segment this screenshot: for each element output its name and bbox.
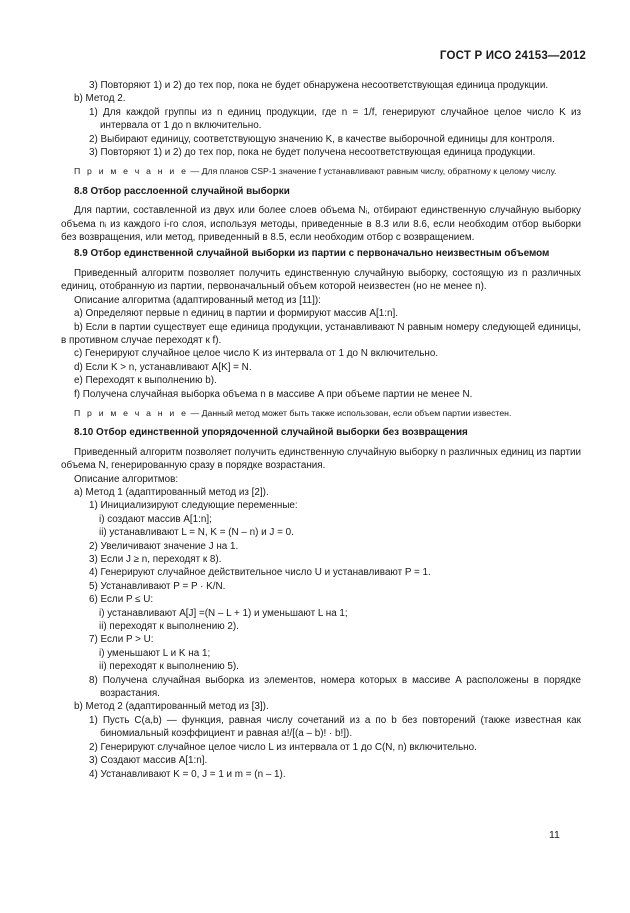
text-line: e) Переходят к выполнению b). <box>74 375 217 387</box>
paragraph: Приведенный алгоритм позволяет получить единственную случайную выборку n различных единиц из партии объема N, генерированную сразу в порядке возрастания. <box>61 446 581 472</box>
text-line: b) Если в партии существует еще единица продукции, устанавливают N равным номеру следующей единицы, в противном случае переходят к f). <box>61 321 581 346</box>
text-line: 2) Генерируют случайное целое число L из интервала от 1 до C(N, n) включительно. <box>89 741 477 753</box>
text-line: ii) переходят к выполнению 5). <box>99 661 239 673</box>
text-line: 3) Повторяют 1) и 2) до тех пор, пока не будет получена несоответствующая единица продукции. <box>89 147 536 159</box>
page-number: 11 <box>549 829 560 841</box>
text-line: b) Метод 2. <box>74 93 126 105</box>
text-line: a) Метод 1 (адаптированный метод из [2]). <box>74 486 269 498</box>
text-line: 6) Если P ≤ U: <box>89 594 154 606</box>
text-line: ii) переходят к выполнению 2). <box>99 621 239 633</box>
note-label: П р и м е ч а н и е <box>74 407 189 418</box>
text-line: 7) Если P > U: <box>89 634 154 646</box>
text-line: 1) Инициализируют следующие переменные: <box>89 500 298 512</box>
text-line: i) устанавливают A[J] =(N – L + 1) и уменьшают L на 1; <box>99 607 348 619</box>
text-line: 3) Повторяют 1) и 2) до тех пор, пока не будет обнаружена несоответствующая единица продукции. <box>89 80 549 91</box>
note <box>61 165 581 178</box>
text-line: 1) Пусть C(a,b) — функция, равная числу сочетаний из a по b без повторений (также известная как биномиальный коэффициент и равная a!/[(a – b)! · b!]). <box>89 714 581 740</box>
paragraph: Для партии, составленной из двух или более слоев объема Nᵢ, отбирают единственную случайную выборку объема nᵢ из каждого i-го слоя, используя методы, приведенные в 8.3 или 8.6, если необходим отбор выборки без возвращения, или метод, приведенный в 8.5, если необходим отбор с возвращением. <box>61 205 581 244</box>
text-line: b) Метод 2 (адаптированный метод из [3]). <box>74 701 269 713</box>
text-line: 4) Генерируют случайное действительное число U и устанавливают P = 1. <box>89 567 431 579</box>
text-line: a) Определяют первые n единиц в партии и формируют массив A[1:n]. <box>74 308 398 320</box>
text-line: d) Если K > n, устанавливают A[K] = N. <box>74 361 252 373</box>
text-line: 2) Увеличивают значение J на 1. <box>89 540 239 552</box>
text-line: 3) Если J ≥ n, переходят к 8). <box>89 554 222 565</box>
section-heading: 8.10 Отбор единственной упорядоченной случайной выборки без возвращения <box>74 427 468 439</box>
text-line: c) Генерируют случайное целое число K из интервала от 1 до N включительно. <box>74 348 439 360</box>
text-line: 8) Получена случайная выборка из элементов, номера которых в массиве A расположены в порядке возрастания. <box>89 674 581 700</box>
page-content <box>61 79 581 781</box>
section-heading: 8.8 Отбор расслоенной случайной выборки <box>74 185 290 197</box>
note-label: П р и м е ч а н и е <box>74 166 189 177</box>
text-line: Описание алгоритмов: <box>74 473 179 485</box>
text-line: 3) Создают массив A[1:n]. <box>89 755 208 767</box>
text-line: 1) Для каждой группы из n единиц продукции, где n = 1/f, генерируют случайное целое число K из интервала от 1 до n включительно. <box>89 106 581 132</box>
standard-header: ГОСТ Р ИСО 24153—2012 <box>439 50 586 62</box>
text-line: ii) устанавливают L = N, K = (N – n) и J = 0. <box>99 527 294 539</box>
note-text: — Для планов CSP-1 значение f устанавливают равным числу, обратному к целому числу. <box>188 166 557 177</box>
text-line: 2) Выбирают единицу, соответствующую значению K, в качестве выборочной единицы для контроля. <box>89 133 555 145</box>
paragraph: Приведенный алгоритм позволяет получить единственную случайную выборку, состоящую из n различных единиц, отобранную из партии, первоначальный объем которой неизвестен (но не менее n). <box>61 267 581 293</box>
text-line: i) создают массив A[1:n]; <box>99 513 212 525</box>
text-line: i) уменьшают L и K на 1; <box>99 647 211 659</box>
note-text: — Данный метод может быть также использован, если объем партии известен. <box>188 407 512 418</box>
section-heading: 8.9 Отбор единственной случайной выборки из партии с первоначально неизвестным объемом <box>74 248 550 260</box>
text-line: f) Получена случайная выборка объема n в массиве A при объеме партии не менее N. <box>74 388 473 400</box>
text-line: 4) Устанавливают K = 0, J = 1 и m = (n – 1). <box>89 768 286 780</box>
text-line: 5) Устанавливают P = P · K/N. <box>89 580 226 592</box>
note <box>61 407 581 420</box>
text-line: Описание алгоритма (адаптированный метод из [11]): <box>74 294 321 306</box>
